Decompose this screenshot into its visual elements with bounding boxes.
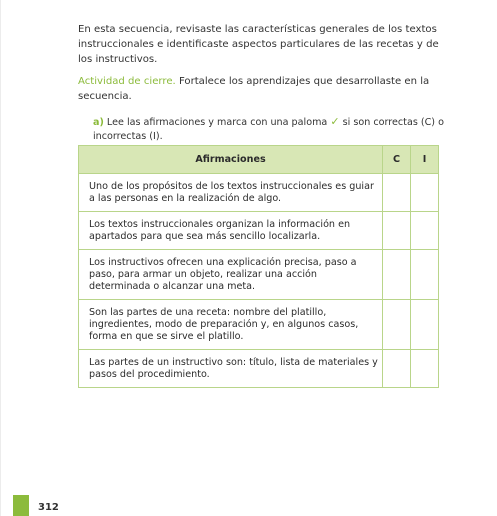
table-row <box>79 300 439 350</box>
correct-mark-cell[interactable] <box>383 250 411 300</box>
header-correct: C <box>383 146 411 174</box>
statement-text: Las partes de un instructivo son: título, lista de materiales y pasos del procedimiento. <box>79 350 383 388</box>
table-row <box>79 350 439 388</box>
header-incorrect: I <box>411 146 439 174</box>
intro-paragraph: En esta secuencia, revisaste las características generales de los textos instruccionales e identificaste aspectos particulares de las recetas y de los instructivos. <box>78 24 439 65</box>
table-row <box>79 250 439 300</box>
instruction-text-after: si son correctas (C) o incorrectas (I). <box>93 117 444 142</box>
table-row <box>79 212 439 250</box>
correct-mark-cell[interactable] <box>383 350 411 388</box>
page-number: 312 <box>38 502 59 513</box>
header-afirmaciones: Afirmaciones <box>79 146 383 174</box>
correct-mark-cell[interactable] <box>383 212 411 250</box>
incorrect-mark-cell[interactable] <box>411 350 439 388</box>
activity-text: Fortalece los aprendizajes que desarrollaste en la secuencia. <box>78 76 430 102</box>
statements-table <box>78 145 439 388</box>
correct-mark-cell[interactable] <box>383 174 411 212</box>
activity-label: Actividad de cierre. <box>78 76 176 87</box>
incorrect-mark-cell[interactable] <box>411 250 439 300</box>
statement-text: Uno de los propósitos de los textos instruccionales es guiar a las personas en la realización de algo. <box>79 174 383 212</box>
incorrect-mark-cell[interactable] <box>411 212 439 250</box>
incorrect-mark-cell[interactable] <box>411 174 439 212</box>
instruction-letter: a) <box>93 117 104 128</box>
statement-text: Son las partes de una receta: nombre del platillo, ingredientes, modo de preparación y, en algunos casos, forma en que se sirve el platillo. <box>79 300 383 350</box>
statement-text: Los textos instruccionales organizan la información en apartados para que sea más sencillo localizarla. <box>79 212 383 250</box>
statement-text: Los instructivos ofrecen una explicación precisa, paso a paso, para armar un objeto, realizar una acción determinada o alcanzar una meta. <box>79 250 383 300</box>
table-row <box>79 174 439 212</box>
correct-mark-cell[interactable] <box>383 300 411 350</box>
checkmark-icon: ✓ <box>330 115 340 128</box>
instruction-text-before: Lee las afirmaciones y marca con una paloma <box>106 117 328 128</box>
activity-paragraph <box>78 74 450 104</box>
incorrect-mark-cell[interactable] <box>411 300 439 350</box>
table-header-row <box>79 146 439 174</box>
page-number-bar <box>13 495 29 516</box>
instruction-paragraph <box>93 115 445 144</box>
